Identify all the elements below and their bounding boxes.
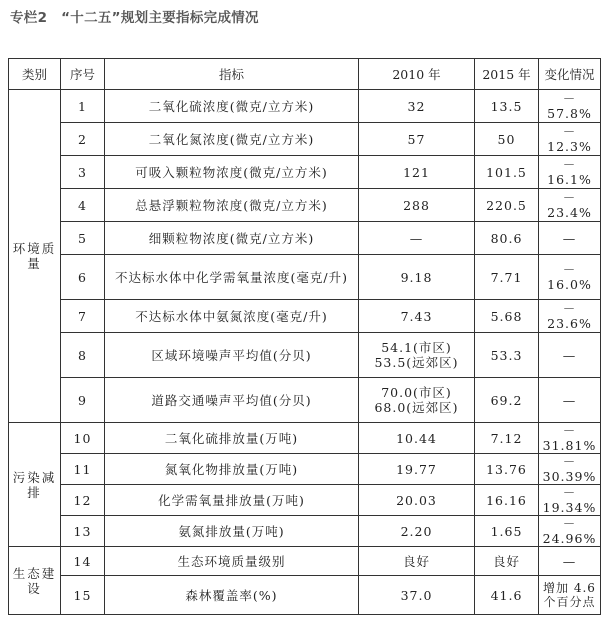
row-value-2015: 16.16 [475, 485, 539, 516]
row-number: 12 [61, 485, 105, 516]
row-value-2010: — [359, 222, 475, 255]
table-row [9, 454, 601, 485]
row-number: 1 [61, 90, 105, 123]
row-value-2015: 101.5 [475, 156, 539, 189]
row-indicator: 区域环境噪声平均值(分贝) [105, 333, 359, 378]
row-value-2015: 7.71 [475, 255, 539, 300]
category-ecology: 生态建设 [9, 547, 61, 615]
row-value-2015: 50 [475, 123, 539, 156]
row-indicator: 氮氧化物排放量(万吨) [105, 454, 359, 485]
row-change: －19.34% [539, 485, 601, 516]
row-indicator: 生态环境质量级别 [105, 547, 359, 576]
table-row [9, 189, 601, 222]
row-value-2010 [359, 333, 475, 378]
row-number: 4 [61, 189, 105, 222]
table-row [9, 156, 601, 189]
header-2015: 2015 年 [475, 59, 539, 90]
row-indicator: 道路交通噪声平均值(分贝) [105, 378, 359, 423]
table-row [9, 90, 601, 123]
row-number: 15 [61, 576, 105, 615]
row-indicator: 二氧化硫排放量(万吨) [105, 423, 359, 454]
row-value-2015: 良好 [475, 547, 539, 576]
row-indicator: 二氧化氮浓度(微克/立方米) [105, 123, 359, 156]
table-header-row [9, 59, 601, 90]
row-number: 3 [61, 156, 105, 189]
value-suburban: 68.0(远郊区) [374, 400, 459, 415]
page-title: 专栏2 “十二五”规划主要指标完成情况 [10, 10, 259, 26]
row-value-2010: 9.18 [359, 255, 475, 300]
header-indicator: 指标 [105, 59, 359, 90]
row-change: －16.0% [539, 255, 601, 300]
row-number: 13 [61, 516, 105, 547]
row-number: 5 [61, 222, 105, 255]
table-row [9, 222, 601, 255]
row-indicator: 氨氮排放量(万吨) [105, 516, 359, 547]
row-indicator: 不达标水体中化学需氧量浓度(毫克/升) [105, 255, 359, 300]
row-value-2010 [359, 378, 475, 423]
row-indicator: 不达标水体中氨氮浓度(毫克/升) [105, 300, 359, 333]
row-value-2015: 13.5 [475, 90, 539, 123]
table-row [9, 123, 601, 156]
row-value-2010: 121 [359, 156, 475, 189]
table-row [9, 576, 601, 615]
row-value-2015: 80.6 [475, 222, 539, 255]
table-row [9, 255, 601, 300]
row-change: －16.1% [539, 156, 601, 189]
row-value-2010: 37.0 [359, 576, 475, 615]
row-indicator: 森林覆盖率(%) [105, 576, 359, 615]
value-suburban: 53.5(远郊区) [374, 355, 459, 370]
table-row [9, 378, 601, 423]
row-change: －23.4% [539, 189, 601, 222]
row-value-2015: 7.12 [475, 423, 539, 454]
row-indicator: 可吸入颗粒物浓度(微克/立方米) [105, 156, 359, 189]
row-value-2010: 32 [359, 90, 475, 123]
row-change: — [539, 378, 601, 423]
row-value-2010: 19.77 [359, 454, 475, 485]
header-category: 类别 [9, 59, 61, 90]
row-value-2010: 7.43 [359, 300, 475, 333]
table-row [9, 300, 601, 333]
row-change: — [539, 222, 601, 255]
row-value-2015: 13.76 [475, 454, 539, 485]
row-change: －24.96% [539, 516, 601, 547]
table-row [9, 485, 601, 516]
table-row [9, 333, 601, 378]
category-pollution: 污染减排 [9, 423, 61, 547]
row-change: — [539, 547, 601, 576]
row-change: －23.6% [539, 300, 601, 333]
row-number: 9 [61, 378, 105, 423]
row-change: －31.81% [539, 423, 601, 454]
row-value-2010: 10.44 [359, 423, 475, 454]
row-indicator: 细颗粒物浓度(微克/立方米) [105, 222, 359, 255]
row-value-2015: 69.2 [475, 378, 539, 423]
row-change: －12.3% [539, 123, 601, 156]
header-2010: 2010 年 [359, 59, 475, 90]
row-value-2010: 57 [359, 123, 475, 156]
row-number: 14 [61, 547, 105, 576]
row-number: 11 [61, 454, 105, 485]
row-number: 7 [61, 300, 105, 333]
row-value-2015: 5.68 [475, 300, 539, 333]
row-change: －30.39% [539, 454, 601, 485]
header-seq: 序号 [61, 59, 105, 90]
indicators-table [8, 58, 601, 615]
row-value-2015: 1.65 [475, 516, 539, 547]
row-number: 8 [61, 333, 105, 378]
table-row [9, 423, 601, 454]
row-number: 6 [61, 255, 105, 300]
row-value-2010: 良好 [359, 547, 475, 576]
row-change: — [539, 333, 601, 378]
row-indicator: 总悬浮颗粒物浓度(微克/立方米) [105, 189, 359, 222]
row-number: 10 [61, 423, 105, 454]
row-value-2015: 53.3 [475, 333, 539, 378]
row-value-2010: 2.20 [359, 516, 475, 547]
row-change: －57.8% [539, 90, 601, 123]
row-number: 2 [61, 123, 105, 156]
row-value-2010: 20.03 [359, 485, 475, 516]
table-row [9, 547, 601, 576]
header-change: 变化情况 [539, 59, 601, 90]
row-value-2015: 220.5 [475, 189, 539, 222]
row-change: 增加 4.6 个百分点 [539, 576, 601, 615]
row-value-2015: 41.6 [475, 576, 539, 615]
row-indicator: 二氧化硫浓度(微克/立方米) [105, 90, 359, 123]
row-value-2010: 288 [359, 189, 475, 222]
table-row [9, 516, 601, 547]
category-env-quality: 环境质量 [9, 90, 61, 423]
value-urban: 54.1(市区) [381, 340, 452, 355]
row-indicator: 化学需氧量排放量(万吨) [105, 485, 359, 516]
value-urban: 70.0(市区) [381, 385, 452, 400]
